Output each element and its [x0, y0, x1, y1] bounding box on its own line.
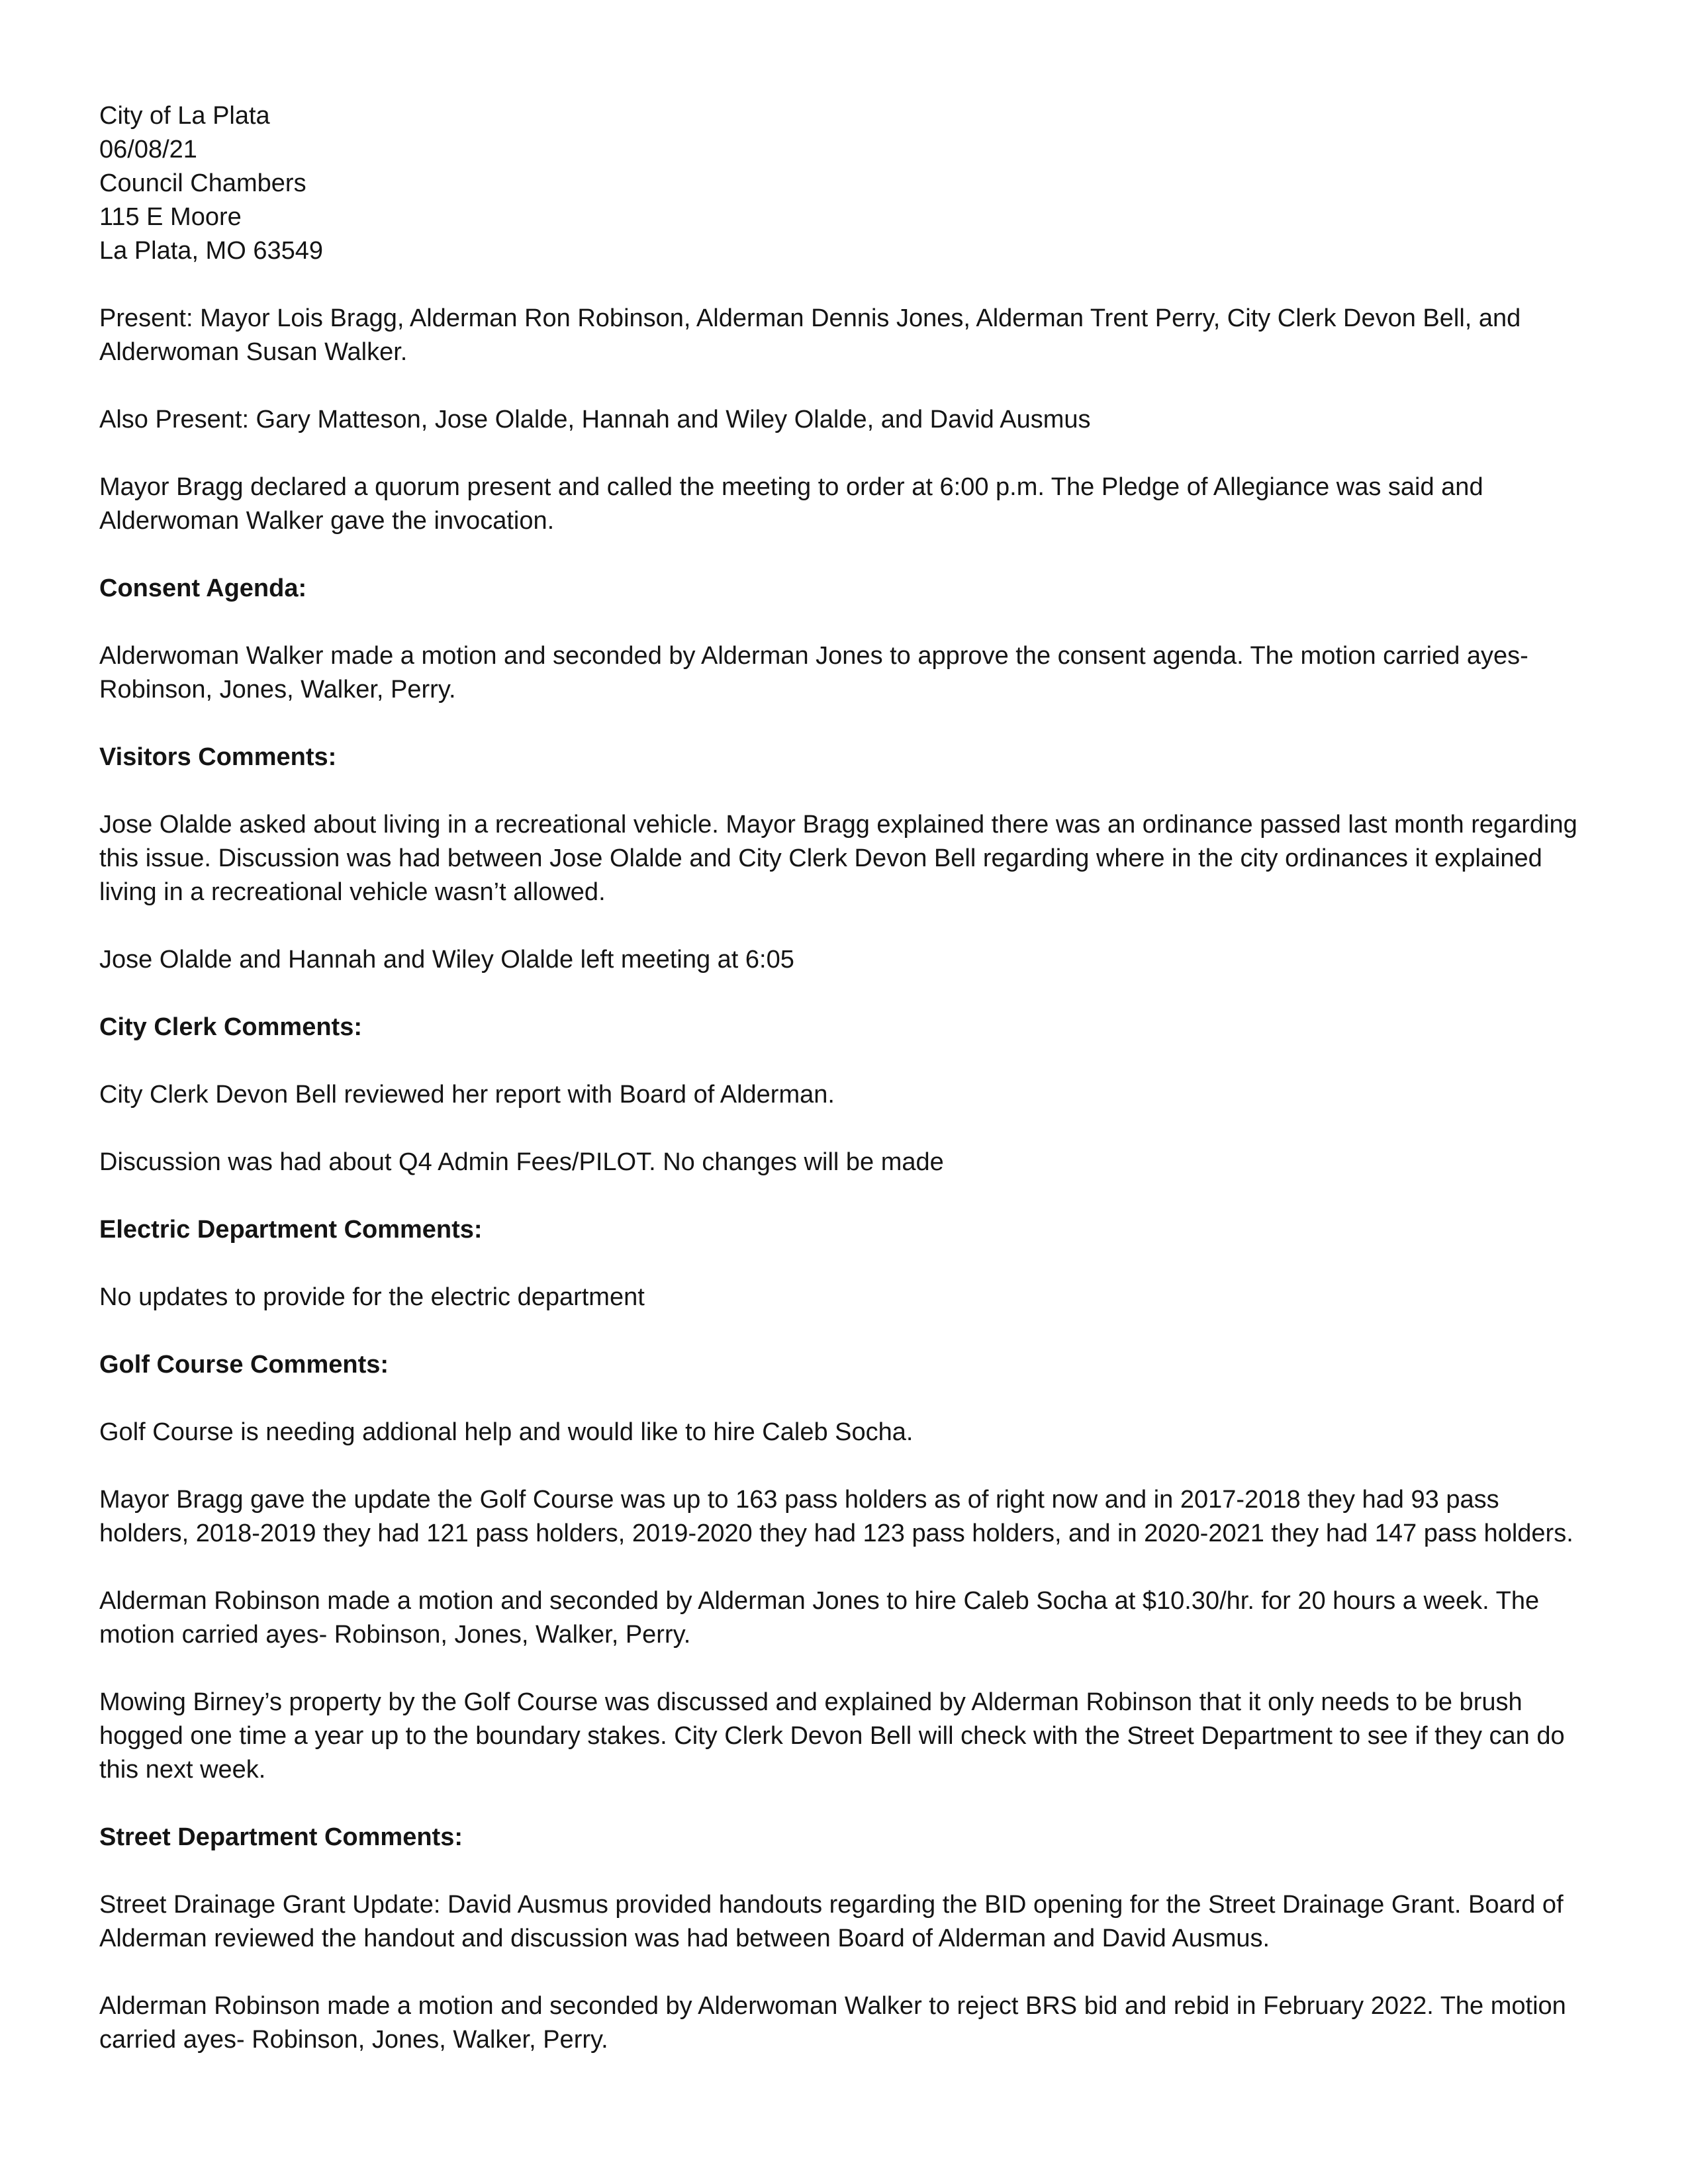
- golf-paragraph: Mayor Bragg gave the update the Golf Course was up to 163 pass holders as of right now and in 2017-2018 they had 93 pass holders, 2018-2019 they had 121 pass holders, 2019-2020 they had 123 pass holders, and in 2020-2021 they had 147 pass holders.: [99, 1486, 1573, 1547]
- street-department-heading: Street Department Comments:: [99, 1823, 463, 1851]
- present-attendees: Present: Mayor Lois Bragg, Alderman Ron Robinson, Alderman Dennis Jones, Alderman Trent Perry, City Clerk Devon Bell, and Alderwoman Susan Walker.: [99, 304, 1521, 366]
- electric-paragraph: No updates to provide for the electric department: [99, 1283, 645, 1311]
- minutes-page: [99, 99, 1595, 2091]
- city-state-zip: La Plata, MO 63549: [99, 237, 323, 265]
- golf-paragraph: Golf Course is needing addional help and would like to hire Caleb Socha.: [99, 1418, 914, 1446]
- golf-paragraph: Mowing Birney’s property by the Golf Course was discussed and explained by Alderman Robinson that it only needs to be brush hogged one time a year up to the boundary stakes. City Clerk Devon Bell will check with the Street Department to see if they can do this next week.: [99, 1688, 1565, 1784]
- city-clerk-paragraph: City Clerk Devon Bell reviewed her report with Board of Alderman.: [99, 1081, 835, 1109]
- meeting-date: 06/08/21: [99, 136, 197, 163]
- golf-paragraph: Alderman Robinson made a motion and seconded by Alderman Jones to hire Caleb Socha at $10.30/hr. for 20 hours a week. The motion carried ayes- Robinson, Jones, Walker, Perry.: [99, 1587, 1540, 1649]
- golf-course-heading: Golf Course Comments:: [99, 1351, 389, 1379]
- city-clerk-comments-heading: City Clerk Comments:: [99, 1013, 362, 1041]
- visitors-paragraph: Jose Olalde asked about living in a recreational vehicle. Mayor Bragg explained there was an ordinance passed last month regarding this issue. Discussion was had between Jose Olalde and City Clerk Devon Bell regarding where in the city ordinances it explained living in a recreational vehicle wasn’t allowed.: [99, 811, 1577, 906]
- consent-agenda-paragraph: Alderwoman Walker made a motion and seconded by Alderman Jones to approve the consent agenda. The motion carried ayes- Robinson, Jones, Walker, Perry.: [99, 642, 1528, 704]
- street-address: 115 E Moore: [99, 203, 242, 231]
- visitors-comments-heading: Visitors Comments:: [99, 743, 337, 771]
- visitors-paragraph: Jose Olalde and Hannah and Wiley Olalde left meeting at 6:05: [99, 946, 794, 974]
- call-to-order: Mayor Bragg declared a quorum present and called the meeting to order at 6:00 p.m. The Pledge of Allegiance was said and Alderwoman Walker gave the invocation.: [99, 473, 1483, 535]
- city-name: City of La Plata: [99, 102, 270, 130]
- also-present-attendees: Also Present: Gary Matteson, Jose Olalde, Hannah and Wiley Olalde, and David Ausmus: [99, 406, 1091, 433]
- document-header: [99, 99, 1595, 268]
- electric-department-heading: Electric Department Comments:: [99, 1216, 483, 1244]
- street-paragraph: Alderman Robinson made a motion and seconded by Alderwoman Walker to reject BRS bid and rebid in February 2022. The motion carried ayes- Robinson, Jones, Walker, Perry.: [99, 1992, 1566, 2054]
- city-clerk-paragraph: Discussion was had about Q4 Admin Fees/PILOT. No changes will be made: [99, 1148, 944, 1176]
- consent-agenda-heading: Consent Agenda:: [99, 574, 307, 602]
- meeting-location: Council Chambers: [99, 169, 306, 197]
- street-paragraph: Street Drainage Grant Update: David Ausmus provided handouts regarding the BID opening for the Street Drainage Grant. Board of Alderman reviewed the handout and discussion was had between Board of Alderman and David Ausmus.: [99, 1891, 1564, 1952]
